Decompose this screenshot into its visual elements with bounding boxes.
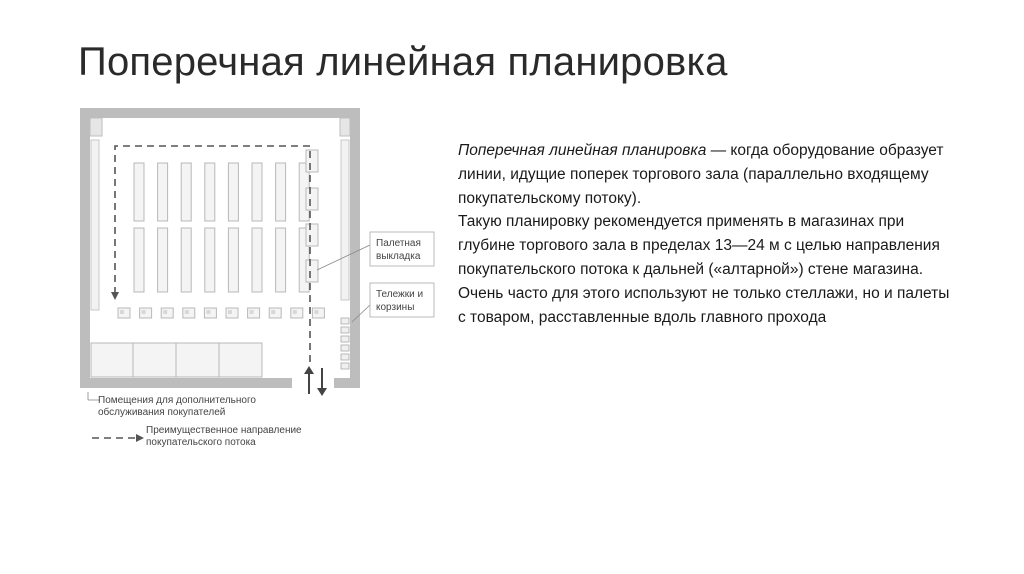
service-room bbox=[176, 343, 219, 377]
legend-flow-line2: покупательского потока bbox=[146, 437, 256, 448]
shelf-unit bbox=[276, 163, 286, 221]
checkout-register bbox=[185, 310, 189, 314]
description-text bbox=[458, 139, 958, 329]
legend bbox=[88, 392, 302, 448]
service-room bbox=[91, 343, 133, 377]
checkout-register bbox=[142, 310, 146, 314]
shelf-unit bbox=[158, 228, 168, 292]
checkout-register bbox=[250, 310, 254, 314]
cart bbox=[341, 336, 349, 342]
pallet-label-line1: Палетная bbox=[376, 238, 421, 249]
definition-term: Поперечная линейная планировка bbox=[458, 142, 707, 159]
legend-flow-line1: Преимущественное направление bbox=[146, 425, 302, 436]
store-floor-plan bbox=[60, 100, 440, 460]
right-wall-shelf bbox=[341, 140, 349, 300]
shelf-unit bbox=[228, 228, 238, 292]
cart bbox=[341, 327, 349, 333]
recommendation-paragraph: Такую планировку рекомендуется применять в магазинах при глубине торгового зала в пределах 13—24 м с целью направления покупательского потока к дальней («алтарной») стене магазина. bbox=[458, 213, 940, 278]
service-room bbox=[133, 343, 176, 377]
shelf-unit bbox=[181, 163, 191, 221]
checkout-register bbox=[271, 310, 275, 314]
definition-paragraph bbox=[458, 139, 958, 210]
legend-rooms-line1: Помещения для дополнительного bbox=[98, 395, 256, 406]
shelf-unit bbox=[205, 163, 215, 221]
shelf-unit bbox=[134, 228, 144, 292]
checkout-register bbox=[228, 310, 232, 314]
checkout-counter bbox=[140, 308, 152, 318]
pallet-label-line2: выкладка bbox=[376, 251, 421, 262]
shelf-unit bbox=[134, 163, 144, 221]
pallets-paragraph: Очень часто для этого используют не только стеллажи, но и палеты с товаром, расставленные вдоль главного прохода bbox=[458, 284, 950, 326]
carts-label-line2: корзины bbox=[376, 302, 415, 313]
cart bbox=[341, 318, 349, 324]
checkout-register bbox=[120, 310, 124, 314]
shelf-unit bbox=[252, 228, 262, 292]
checkout-register bbox=[163, 310, 167, 314]
cart bbox=[341, 345, 349, 351]
callout-carts bbox=[352, 283, 434, 322]
service-rooms bbox=[91, 343, 262, 377]
shelf-unit bbox=[181, 228, 191, 292]
left-wall-shelf bbox=[91, 140, 99, 310]
cart bbox=[341, 354, 349, 360]
carts-label-line1: Тележки и bbox=[376, 289, 424, 300]
pallet bbox=[306, 150, 318, 172]
shelf-unit bbox=[205, 228, 215, 292]
shelf-unit bbox=[158, 163, 168, 221]
pallet bbox=[306, 260, 318, 282]
shelf-unit bbox=[276, 228, 286, 292]
legend-rooms-line2: обслуживания покупателей bbox=[98, 407, 226, 418]
checkout-register bbox=[293, 310, 297, 314]
service-room bbox=[219, 343, 262, 377]
slide-title: Поперечная линейная планировка bbox=[78, 40, 728, 84]
pallet bbox=[306, 224, 318, 246]
pallet bbox=[306, 188, 318, 210]
shelf-unit bbox=[228, 163, 238, 221]
checkout-counter bbox=[269, 308, 281, 318]
checkout-register bbox=[206, 310, 210, 314]
definition-rest: — когда оборудование образует линии, идущие поперек торгового зала (параллельно входящему покупательскому потоку). bbox=[458, 142, 944, 207]
cart bbox=[341, 363, 349, 369]
checkout-register bbox=[314, 310, 318, 314]
shelf-unit bbox=[252, 163, 262, 221]
